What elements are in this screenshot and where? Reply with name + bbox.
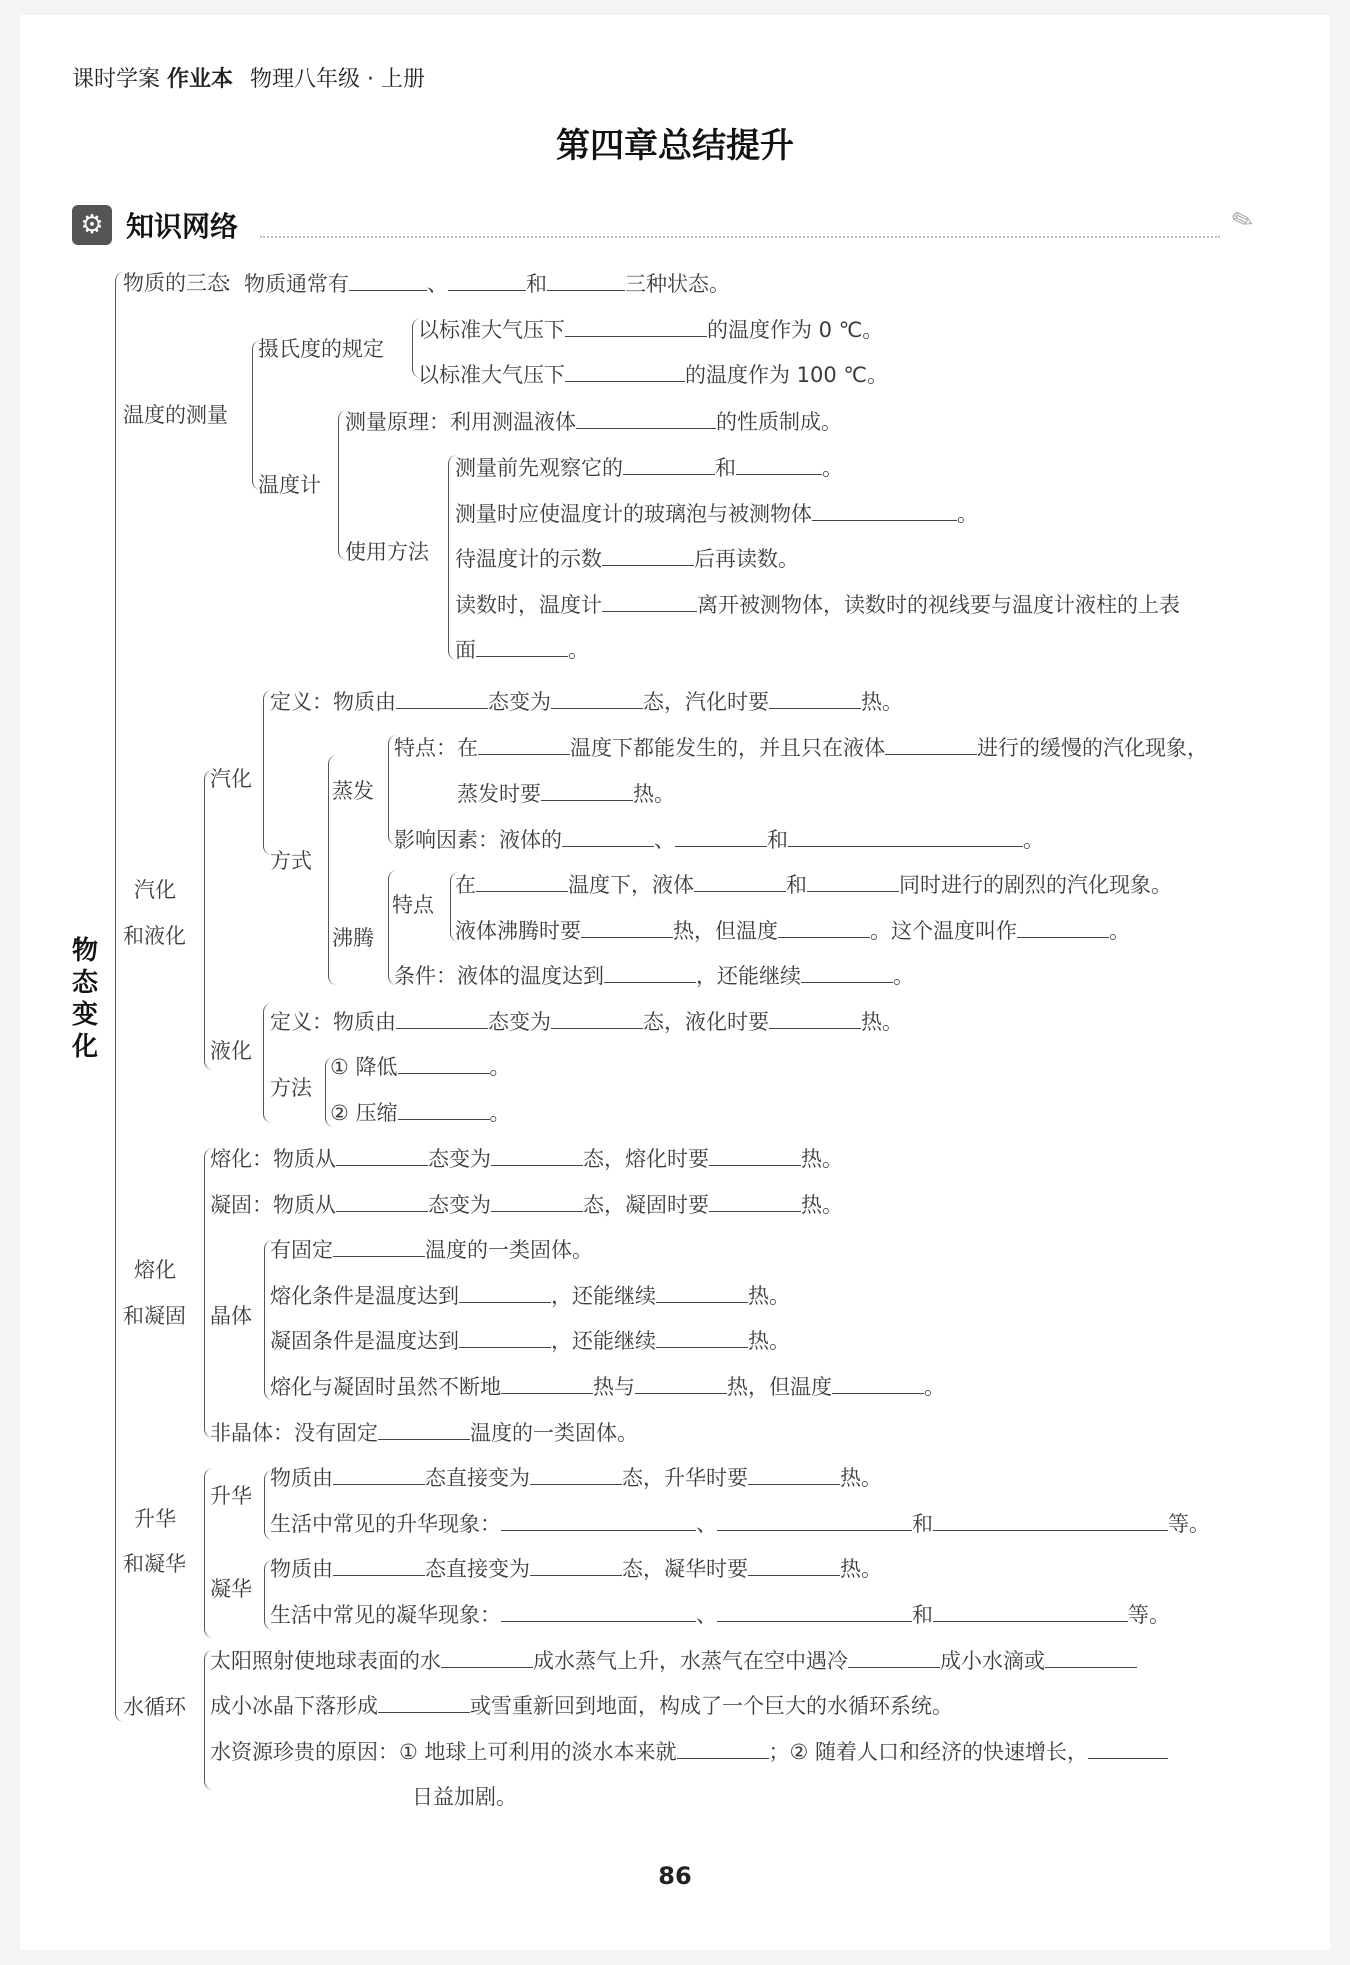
answer-blank[interactable]: [336, 1145, 428, 1166]
text-segment: 非晶体：没有固定: [210, 1421, 378, 1445]
answer-blank[interactable]: [491, 1145, 583, 1166]
text-segment: 、: [427, 272, 448, 296]
answer-blank[interactable]: [530, 1464, 622, 1485]
text-segment: 。: [1023, 828, 1044, 852]
line-crystal-3: [270, 1327, 790, 1354]
line-usage-2: [455, 500, 978, 527]
answer-blank[interactable]: [491, 1191, 583, 1212]
answer-blank[interactable]: [396, 1008, 488, 1029]
text-segment: 有固定: [270, 1238, 333, 1262]
text-segment: 读数时，温度计: [455, 593, 602, 617]
answer-blank[interactable]: [801, 962, 893, 983]
line-vap-def: [270, 688, 903, 715]
answer-blank[interactable]: [547, 270, 625, 291]
label-boiling: 沸腾: [332, 926, 374, 950]
text-segment: 态变为: [428, 1147, 491, 1171]
text-segment: 态，凝华时要: [622, 1557, 748, 1581]
answer-blank[interactable]: [736, 454, 822, 475]
text-segment: 。: [957, 502, 978, 526]
line-crystal-4: [270, 1373, 945, 1400]
text-segment: 热。: [801, 1193, 843, 1217]
answer-blank[interactable]: [1088, 1738, 1168, 1759]
text-segment: 热。: [748, 1284, 790, 1308]
answer-blank[interactable]: [565, 316, 707, 337]
answer-blank[interactable]: [1045, 1647, 1137, 1668]
text-segment: 的性质制成。: [716, 410, 842, 434]
text-segment: ；② 随着人口和经济的快速增长，: [768, 1740, 1089, 1764]
text-segment: 影响因素：液体的: [394, 828, 562, 852]
answer-blank[interactable]: [541, 780, 633, 801]
line-sub-examples: [270, 1510, 1210, 1537]
label-method2: 方法: [270, 1076, 312, 1100]
text-segment: 热。: [801, 1147, 843, 1171]
label-usage: 使用方法: [345, 540, 429, 564]
text-segment: 热。: [861, 1010, 903, 1034]
line-three-states: [223, 270, 730, 297]
text-segment: 态，凝固时要: [583, 1193, 709, 1217]
answer-blank[interactable]: [530, 1555, 622, 1576]
label-melt-group: 熔化: [134, 1258, 176, 1282]
answer-blank[interactable]: [769, 1008, 861, 1029]
label-vap-group: 汽化: [134, 878, 176, 902]
text-segment: 热。: [861, 690, 903, 714]
book-name: 作业本: [167, 67, 234, 92]
text-segment: 以标准大气压下: [418, 363, 565, 387]
text-segment: 熔化：物质从: [210, 1147, 336, 1171]
answer-blank[interactable]: [333, 1236, 425, 1257]
answer-blank[interactable]: [396, 688, 488, 709]
text-segment: 定义：物质由: [270, 690, 396, 714]
text-segment: ，还能继续: [551, 1329, 656, 1353]
text-segment: ，还能继续: [551, 1284, 656, 1308]
answer-blank[interactable]: [694, 871, 786, 892]
text-segment: 成小冰晶下落形成: [210, 1694, 378, 1718]
text-segment: 凝固：物质从: [210, 1193, 336, 1217]
text-segment: 等。: [1128, 1603, 1170, 1627]
text-segment: 态变为: [488, 690, 551, 714]
text-segment: 。: [489, 1055, 511, 1079]
text-segment: 热，但温度: [727, 1375, 832, 1399]
answer-blank[interactable]: [677, 1738, 769, 1759]
line-evap-factors: [394, 826, 1044, 853]
running-header: [72, 62, 425, 93]
text-segment: 定义：物质由: [270, 1010, 396, 1034]
text-segment: 水资源珍贵的原因：① 地球上可利用的淡水本来就: [210, 1740, 677, 1764]
text-segment: 凝固条件是温度达到: [270, 1329, 459, 1353]
text-segment: 同时进行的剧烈的汽化现象。: [899, 873, 1172, 897]
text-segment: 测量前先观察它的: [455, 456, 623, 480]
answer-blank[interactable]: [478, 734, 570, 755]
line-water-1: [210, 1647, 1137, 1674]
answer-blank[interactable]: [581, 917, 673, 938]
text-segment: 和: [767, 828, 788, 852]
text-segment: 态直接变为: [425, 1466, 530, 1490]
answer-blank[interactable]: [562, 826, 654, 847]
answer-blank[interactable]: [333, 1555, 425, 1576]
text-segment: 熔化条件是温度达到: [270, 1284, 459, 1308]
subject-name: 物理八年级 · 上册: [250, 67, 426, 92]
answer-blank[interactable]: [635, 1373, 727, 1394]
answer-blank[interactable]: [812, 500, 957, 521]
label-celsius-rule: 摄氏度的规定: [258, 337, 384, 361]
gear-icon: ⚙: [72, 205, 112, 245]
label-water-cycle: 水循环: [123, 1695, 186, 1719]
text-segment: 测量时应使温度计的玻璃泡与被测物体: [455, 502, 812, 526]
label-vaporization: 汽化: [210, 767, 252, 791]
line-boil-feature-1: [455, 871, 1172, 898]
label-feature: 特点: [392, 893, 434, 917]
line-evap-heat: [457, 780, 675, 807]
chapter-title: 第四章总结提升: [556, 126, 794, 166]
line-sub-def: [270, 1464, 882, 1491]
bracket-main: [115, 272, 124, 1722]
text-segment: 。: [924, 1375, 945, 1399]
text-segment: 以标准大气压下: [418, 318, 565, 342]
answer-blank[interactable]: [1017, 917, 1109, 938]
text-segment: 温度下都能发生的，并且只在液体: [570, 736, 885, 760]
text-segment: 。这个温度叫作: [870, 919, 1017, 943]
answer-blank[interactable]: [656, 1282, 748, 1303]
text-segment: 和: [715, 456, 736, 480]
text-segment: 热，但温度: [673, 919, 778, 943]
text-segment: 的温度作为 0 ℃。: [707, 318, 884, 342]
text-segment: 成小水滴或: [940, 1649, 1045, 1673]
text-segment: 态，汽化时要: [643, 690, 769, 714]
text-segment: 态，液化时要: [643, 1010, 769, 1034]
text-segment: 和: [912, 1512, 933, 1536]
line-celsius-0: [418, 316, 883, 343]
page-number: 86: [658, 1862, 692, 1890]
text-segment: 热。: [840, 1557, 882, 1581]
line-boil-feature-2: [455, 917, 1130, 944]
text-segment: ：物质通常有: [223, 272, 349, 296]
line-usage-5: [455, 636, 589, 663]
text-segment: 或雪重新回到地面，构成了一个巨大的水循环系统。: [470, 1694, 953, 1718]
answer-blank[interactable]: [476, 636, 568, 657]
text-segment: 。: [1109, 919, 1130, 943]
answer-blank[interactable]: [604, 962, 696, 983]
text-segment: 熔化与凝固时虽然不断地: [270, 1375, 501, 1399]
text-segment: 生活中常见的凝华现象：: [270, 1603, 501, 1627]
line-liq-def: [270, 1008, 903, 1035]
text-segment: 条件：液体的温度达到: [394, 964, 604, 988]
text-segment: 蒸发时要: [457, 782, 541, 806]
label-three-states: 物质的三态: [123, 271, 228, 295]
text-segment: 进行的缓慢的汽化现象，: [977, 736, 1208, 760]
text-segment: 液体沸腾时要: [455, 919, 581, 943]
answer-blank[interactable]: [501, 1601, 696, 1622]
text-segment: 生活中常见的升华现象：: [270, 1512, 501, 1536]
text-segment: 温度下，液体: [568, 873, 694, 897]
text-segment: ① 降低: [330, 1055, 398, 1079]
answer-blank[interactable]: [459, 1327, 551, 1348]
line-liq-method-2: [330, 1099, 511, 1126]
answer-blank[interactable]: [398, 1053, 490, 1074]
label-sub-group: 升华: [134, 1507, 176, 1531]
text-segment: 。: [568, 638, 589, 662]
answer-blank[interactable]: [933, 1510, 1168, 1531]
text-segment: 态，熔化时要: [583, 1147, 709, 1171]
text-segment: 和: [912, 1603, 933, 1627]
answer-blank[interactable]: [336, 1191, 428, 1212]
line-crystal-1: [270, 1236, 593, 1263]
section-heading: [72, 205, 238, 245]
answer-blank[interactable]: [748, 1464, 840, 1485]
line-desub-def: [270, 1555, 882, 1582]
label-evaporation: 蒸发: [332, 779, 374, 803]
answer-blank[interactable]: [333, 1464, 425, 1485]
bracket-vap-group: [204, 770, 213, 1070]
answer-blank[interactable]: [501, 1373, 593, 1394]
label-sublimation: 升华: [210, 1484, 252, 1508]
line-principle: [345, 408, 842, 435]
text-segment: 的温度作为 100 ℃。: [685, 363, 889, 387]
line-boil-cond: [394, 962, 914, 989]
text-segment: 。: [822, 456, 843, 480]
text-segment: 温度的一类固体。: [425, 1238, 593, 1262]
line-water-2: [210, 1692, 953, 1719]
text-segment: 后再读数。: [694, 547, 799, 571]
answer-blank[interactable]: [551, 1008, 643, 1029]
text-segment: 测量原理：利用测温液体: [345, 410, 576, 434]
line-liq-method-1: [330, 1053, 511, 1080]
answer-blank[interactable]: [602, 591, 697, 612]
label-vap-group2: 和液化: [123, 924, 186, 948]
line-amorphous: [210, 1419, 638, 1446]
text-segment: 离开被测物体，读数时的视线要与温度计液柱的上表: [697, 593, 1180, 617]
answer-blank[interactable]: [623, 454, 715, 475]
answer-blank[interactable]: [378, 1692, 470, 1713]
answer-blank[interactable]: [378, 1419, 470, 1440]
text-segment: 热。: [748, 1329, 790, 1353]
line-crystal-2: [270, 1282, 790, 1309]
label-method: 方式: [270, 849, 312, 873]
label-melt-group2: 和凝固: [123, 1304, 186, 1328]
text-segment: 。: [489, 1101, 511, 1125]
text-segment: 等。: [1168, 1512, 1210, 1536]
answer-blank[interactable]: [602, 545, 694, 566]
text-segment: 态，升华时要: [622, 1466, 748, 1490]
answer-blank[interactable]: [807, 871, 899, 892]
label-crystal: 晶体: [210, 1304, 252, 1328]
label-thermometer: 温度计: [258, 473, 321, 497]
pin-icon: ✎: [1227, 203, 1259, 239]
line-usage-4: [455, 591, 1180, 618]
text-segment: 态变为: [488, 1010, 551, 1034]
text-segment: 和: [526, 272, 547, 296]
label-temp-measure: 温度的测量: [123, 403, 228, 427]
answer-blank[interactable]: [933, 1601, 1128, 1622]
label-sub-group2: 和凝华: [123, 1552, 186, 1576]
text-segment: 、: [654, 828, 675, 852]
answer-blank[interactable]: [769, 688, 861, 709]
answer-blank[interactable]: [398, 1099, 490, 1120]
section-title: 知识网络: [126, 210, 239, 243]
label-desublimation: 凝华: [210, 1577, 252, 1601]
main-topic: 物态变化: [72, 936, 99, 1062]
answer-blank[interactable]: [459, 1282, 551, 1303]
text-segment: 热。: [633, 782, 675, 806]
line-freezing: [210, 1191, 843, 1218]
text-segment: 三种状态。: [625, 272, 730, 296]
answer-blank[interactable]: [441, 1647, 533, 1668]
text-segment: 待温度计的示数: [455, 547, 602, 571]
series-name: 课时学案: [72, 67, 161, 92]
text-segment: 在: [455, 873, 476, 897]
label-liquefaction: 液化: [210, 1039, 252, 1063]
answer-blank[interactable]: [778, 917, 870, 938]
text-segment: 成水蒸气上升，水蒸气在空中遇冷: [533, 1649, 848, 1673]
text-segment: 热。: [840, 1466, 882, 1490]
answer-blank[interactable]: [565, 361, 685, 382]
text-segment: ② 压缩: [330, 1101, 398, 1125]
line-celsius-100: [418, 361, 888, 388]
answer-blank[interactable]: [656, 1327, 748, 1348]
answer-blank[interactable]: [717, 1510, 912, 1531]
answer-blank[interactable]: [576, 408, 716, 429]
text-segment: 物质由: [270, 1557, 333, 1581]
answer-blank[interactable]: [788, 826, 1023, 847]
text-segment: 热与: [593, 1375, 635, 1399]
answer-blank[interactable]: [748, 1555, 840, 1576]
line-evap-feature: [394, 734, 1208, 761]
line-usage-3: [455, 545, 799, 572]
answer-blank[interactable]: [709, 1145, 801, 1166]
text-segment: 面: [455, 638, 476, 662]
text-segment: 和: [786, 873, 807, 897]
text-segment: 态直接变为: [425, 1557, 530, 1581]
answer-blank[interactable]: [885, 734, 977, 755]
answer-blank[interactable]: [349, 270, 427, 291]
answer-blank[interactable]: [848, 1647, 940, 1668]
text-segment: 日益加剧。: [412, 1785, 517, 1809]
text-segment: 物质由: [270, 1466, 333, 1490]
answer-blank[interactable]: [717, 1601, 912, 1622]
answer-blank[interactable]: [832, 1373, 924, 1394]
line-usage-1: [455, 454, 843, 481]
line-water-4: [412, 1784, 517, 1810]
text-segment: 、: [696, 1512, 717, 1536]
answer-blank[interactable]: [551, 688, 643, 709]
text-segment: 。: [893, 964, 914, 988]
bracket-temp: [252, 340, 261, 490]
answer-blank[interactable]: [448, 270, 526, 291]
answer-blank[interactable]: [709, 1191, 801, 1212]
section-divider: [260, 236, 1220, 238]
text-segment: 、: [696, 1603, 717, 1627]
answer-blank[interactable]: [476, 871, 568, 892]
text-segment: 态变为: [428, 1193, 491, 1217]
text-segment: ，还能继续: [696, 964, 801, 988]
text-segment: 特点：在: [394, 736, 478, 760]
line-melting: [210, 1145, 843, 1172]
text-segment: 温度的一类固体。: [470, 1421, 638, 1445]
answer-blank[interactable]: [675, 826, 767, 847]
answer-blank[interactable]: [501, 1510, 696, 1531]
text-segment: 太阳照射使地球表面的水: [210, 1649, 441, 1673]
line-desub-examples: [270, 1601, 1170, 1628]
line-water-3: [210, 1738, 1168, 1765]
